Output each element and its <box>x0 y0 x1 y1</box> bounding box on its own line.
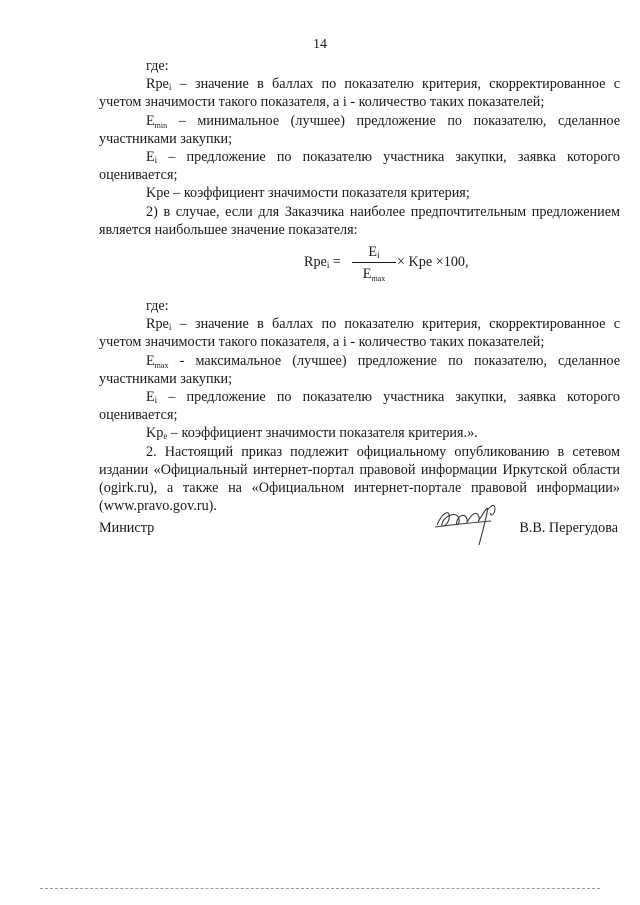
formula-fraction <box>352 243 396 283</box>
where-label-2: где: <box>146 298 169 315</box>
formula-rpe-max <box>99 239 620 297</box>
bottom-divider <box>40 888 600 889</box>
definition-rpe-1: Rpe$_i$ – значение в баллах по показателю критерия, скорректированное с учетом значимости такого показателя, а i - количество таких показателей; <box>99 76 620 111</box>
case-2-text: 2) в случае, если для Заказчика наиболее предпочтительным предложением является наибольшее значение показателя: <box>99 203 620 238</box>
formula-denominator: $E_{max}$ <box>362 266 386 284</box>
definition-ei-1: $E_i$ – предложение по показателю участника закупки, заявка которого оценивается; <box>99 149 620 184</box>
formula-numerator: $E_i$ <box>368 244 380 261</box>
signer-name: В.В. Перегудова <box>519 520 618 536</box>
definition-emin: $E_{min}$ – минимальное (лучшее) предложение по показателю, сделанное участниками закупки; <box>99 112 620 147</box>
formula-lhs: Rpe$_i$ = <box>304 254 341 271</box>
where-label-1: где: <box>146 58 169 74</box>
fraction-bar <box>352 262 396 263</box>
definition-kpe-1: Kpe – коэффициент значимости показателя критерия; <box>146 185 470 202</box>
page-number: 14 <box>313 37 327 52</box>
signer-role: Министр <box>99 520 155 536</box>
definition-rpe-2: Rpe$_i$ – значение в баллах по показателю критерия, скорректированное с учетом значимости такого показателя, а i - количество таких показателей; <box>99 316 620 351</box>
definition-emax: $E_{max}$ - максимальное (лучшее) предложение по показателю, сделанное участниками закупки; <box>99 352 620 387</box>
document-body <box>99 57 620 515</box>
signature-block <box>99 519 620 559</box>
formula-rhs: × Kpe ×100, <box>397 254 469 271</box>
handwritten-signature-icon <box>429 489 519 549</box>
clause-2-publication: 2. Настоящий приказ подлежит официальному опубликованию в сетевом издании «Официальный интернет-портал правовой информации Иркутской области (ogirk.ru), а также на «Официальном интернет-портале правовой информации» (www.pravo.gov.ru). <box>99 443 620 515</box>
definition-ei-2: $E_i$ – предложение по показателю участника закупки, заявка которого оценивается; <box>99 389 620 424</box>
definition-kpe-2: $Kp_e$ – коэффициент значимости показателя критерия.». <box>146 425 478 442</box>
